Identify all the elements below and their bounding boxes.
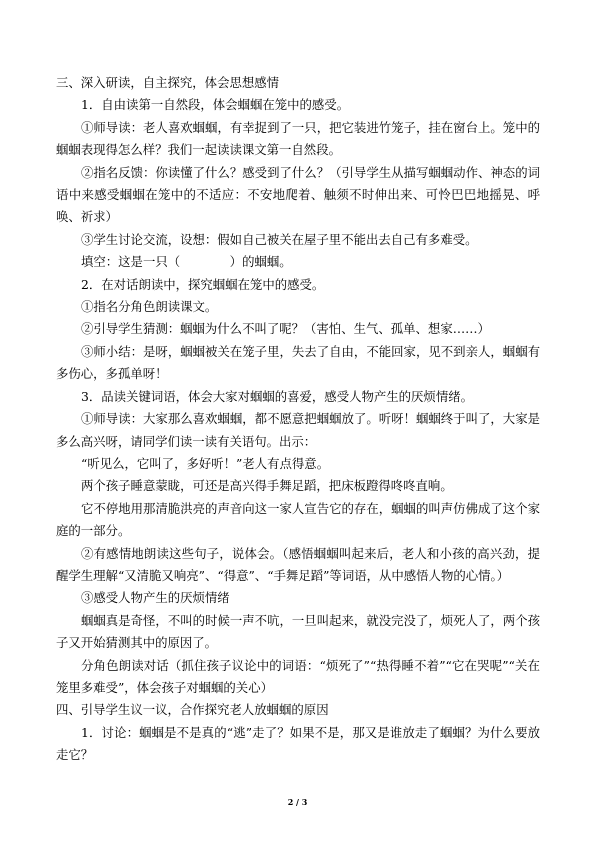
paragraph: 四、引导学生议一议，合作探究老人放蝈蝈的原因 <box>56 702 329 718</box>
paragraph: 1．自由读第一自然段，体会蝈蝈在笼中的感受。 <box>81 97 350 113</box>
paragraph: ③感受人物产生的厌烦情绪 <box>81 590 230 606</box>
paragraph: ②引导学生猜测：蝈蝈为什么不叫了呢？（害怕、生气、孤单、想家……） <box>81 321 490 337</box>
paragraph: ③学生讨论交流，设想：假如自己被关在屋子里不能出去自己有多难受。 <box>81 231 478 247</box>
paragraph: ②指名反馈：你读懂了什么？感受到了什么？（引导学生从描写蝈蝈动作、神态的词语中来感受蝈蝈在笼中的不适应：不安地爬着、触须不时伸出来、可怜巴巴地摇晃、呼唤、祈求） <box>56 164 540 225</box>
paragraph: 2．在对话朗读中，探究蝈蝈在笼中的感受。 <box>81 276 325 292</box>
paragraph: ①指名分角色朗读课文。 <box>81 299 218 315</box>
paragraph: ①师导读：大家那么喜欢蝈蝈，都不愿意把蝈蝈放了。听呀！蝈蝈终于叫了，大家是多么高兴呀，请同学们读一读有关语句。出示： <box>56 411 540 449</box>
paragraph: 填空：这是一只（ ）的蝈蝈。 <box>81 254 292 270</box>
paragraph: 两个孩子睡意蒙眬，可还是高兴得手舞足蹈，把床板蹬得咚咚直响。 <box>81 478 453 494</box>
paragraph: 三、深入研读，自主探究，体会思想感情 <box>56 75 280 90</box>
paragraph: ②有感情地朗读这些句子，说体会。（感悟蝈蝈叫起来后，老人和小孩的高兴劲，提醒学生理解“又清脆又响亮”、“得意”、“手舞足蹈”等词语，从中感悟人物的心情。） <box>56 545 540 583</box>
paragraph: 3．品读关键词语，体会大家对蝈蝈的喜爱，感受人物产生的厌烦情绪。 <box>81 388 473 404</box>
paragraph: 它不停地用那清脆洪亮的声音向这一家人宣告它的存在，蝈蝈的叫声仿佛成了这个家庭的一部分。 <box>56 500 540 539</box>
paragraph: “听见么，它叫了，多好听！”老人有点得意。 <box>81 455 330 471</box>
paragraph: 蝈蝈真是奇怪，不叫的时候一声不吭，一旦叫起来，就没完没了，烦死人了，两个孩子又开始猜测其中的原因了。 <box>56 612 540 651</box>
paragraph: ①师导读：老人喜欢蝈蝈，有幸捉到了一只，把它装进竹笼子，挂在窗台上。笼中的蝈蝈表现得怎么样？我们一起读读课文第一自然段。 <box>56 119 540 158</box>
paragraph: 分角色朗读对话（抓住孩子议论中的词语：“烦死了”“热得睡不着”“它在哭呢”“关在笼里多难受”，体会孩子对蝈蝈的关心） <box>56 657 540 695</box>
document-body <box>56 72 540 767</box>
page-number: 2 / 3 <box>287 797 308 807</box>
paragraph: 1．讨论：蝈蝈是不是真的“逃”走了？如果不是，那又是谁放走了蝈蝈？为什么要放走它？ <box>56 724 540 763</box>
paragraph: ③师小结：是呀，蝈蝈被关在笼子里，失去了自由，不能回家，见不到亲人，蝈蝈有多伤心，多孤单呀！ <box>56 343 540 382</box>
